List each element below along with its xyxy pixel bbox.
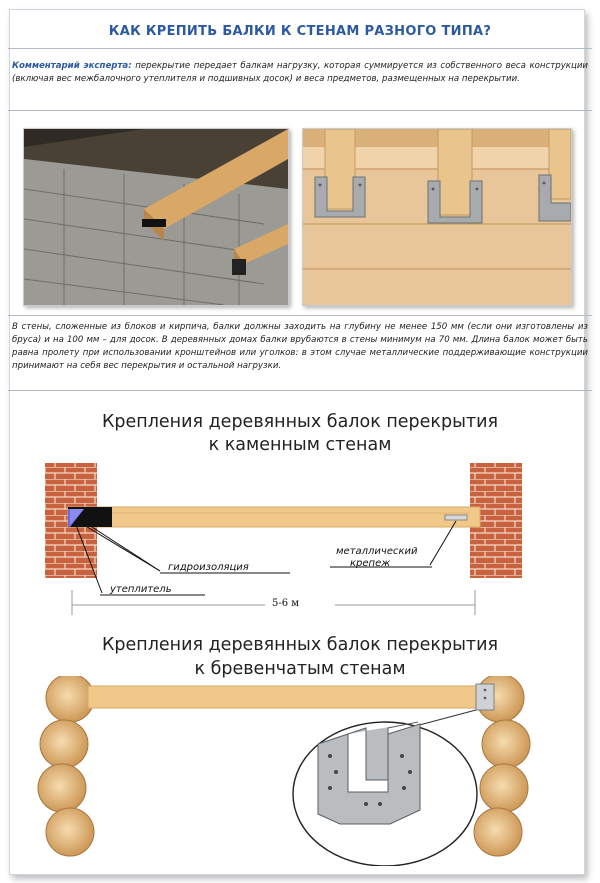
left-log-wall [38, 676, 94, 856]
metal-fastener [445, 515, 467, 520]
span-dimension: 5-6 м [272, 598, 300, 609]
diagram1-title-line2: к каменным стенам [208, 435, 392, 455]
diagram-stone-walls [0, 455, 600, 625]
diagram1-title-line1: Крепления деревянных балок перекрытия [101, 412, 498, 432]
log-beam [88, 686, 492, 708]
body-paragraph: В стены, сложенные из блоков и кирпича, балки должны заходить на глубину не менее 150 мм (если они изготовлены из бруса) и на 100 мм – для досок. В деревянных домах балки врубаются в стены минимум на 70 мм. Длина балок может быть равна пролету при использовании кронштейнов или уголков: в этом случае металлические поддерживающие конструкции принимают на себя вес перекрытия и остальной нагрузки. [12, 322, 588, 371]
label-waterproofing: гидроизоляция [168, 562, 249, 573]
expert-comment [12, 60, 588, 85]
diagram2-title-line2: к бревенчатым стенам [194, 659, 406, 679]
diagram2-title-line1: Крепления деревянных балок перекрытия [101, 635, 498, 655]
page-title: КАК КРЕПИТЬ БАЛКИ К СТЕНАМ РАЗНОГО ТИПА? [108, 24, 492, 39]
photo-beams-on-metal-hangers [302, 128, 572, 306]
beam [68, 507, 480, 527]
photo-beams-in-block-wall [23, 128, 289, 306]
expert-comment-text: перекрытие передает балкам нагрузку, которая суммируется из собственного веса конструкции (включая вес межбалочного утеплителя и подшивных досок) и веса предметов, размещенных на перекрытии. [12, 61, 588, 84]
comment-divider [8, 110, 592, 111]
paragraph-divider [8, 390, 592, 391]
photos-divider [8, 315, 592, 316]
diagram-log-walls [0, 676, 600, 866]
label-fastener-line2: крепеж [350, 558, 391, 569]
title-divider [8, 48, 592, 49]
label-fastener-line1: металлический [336, 546, 418, 557]
expert-comment-label: Комментарий эксперта: [12, 61, 132, 71]
label-insulation: утеплитель [110, 584, 172, 595]
